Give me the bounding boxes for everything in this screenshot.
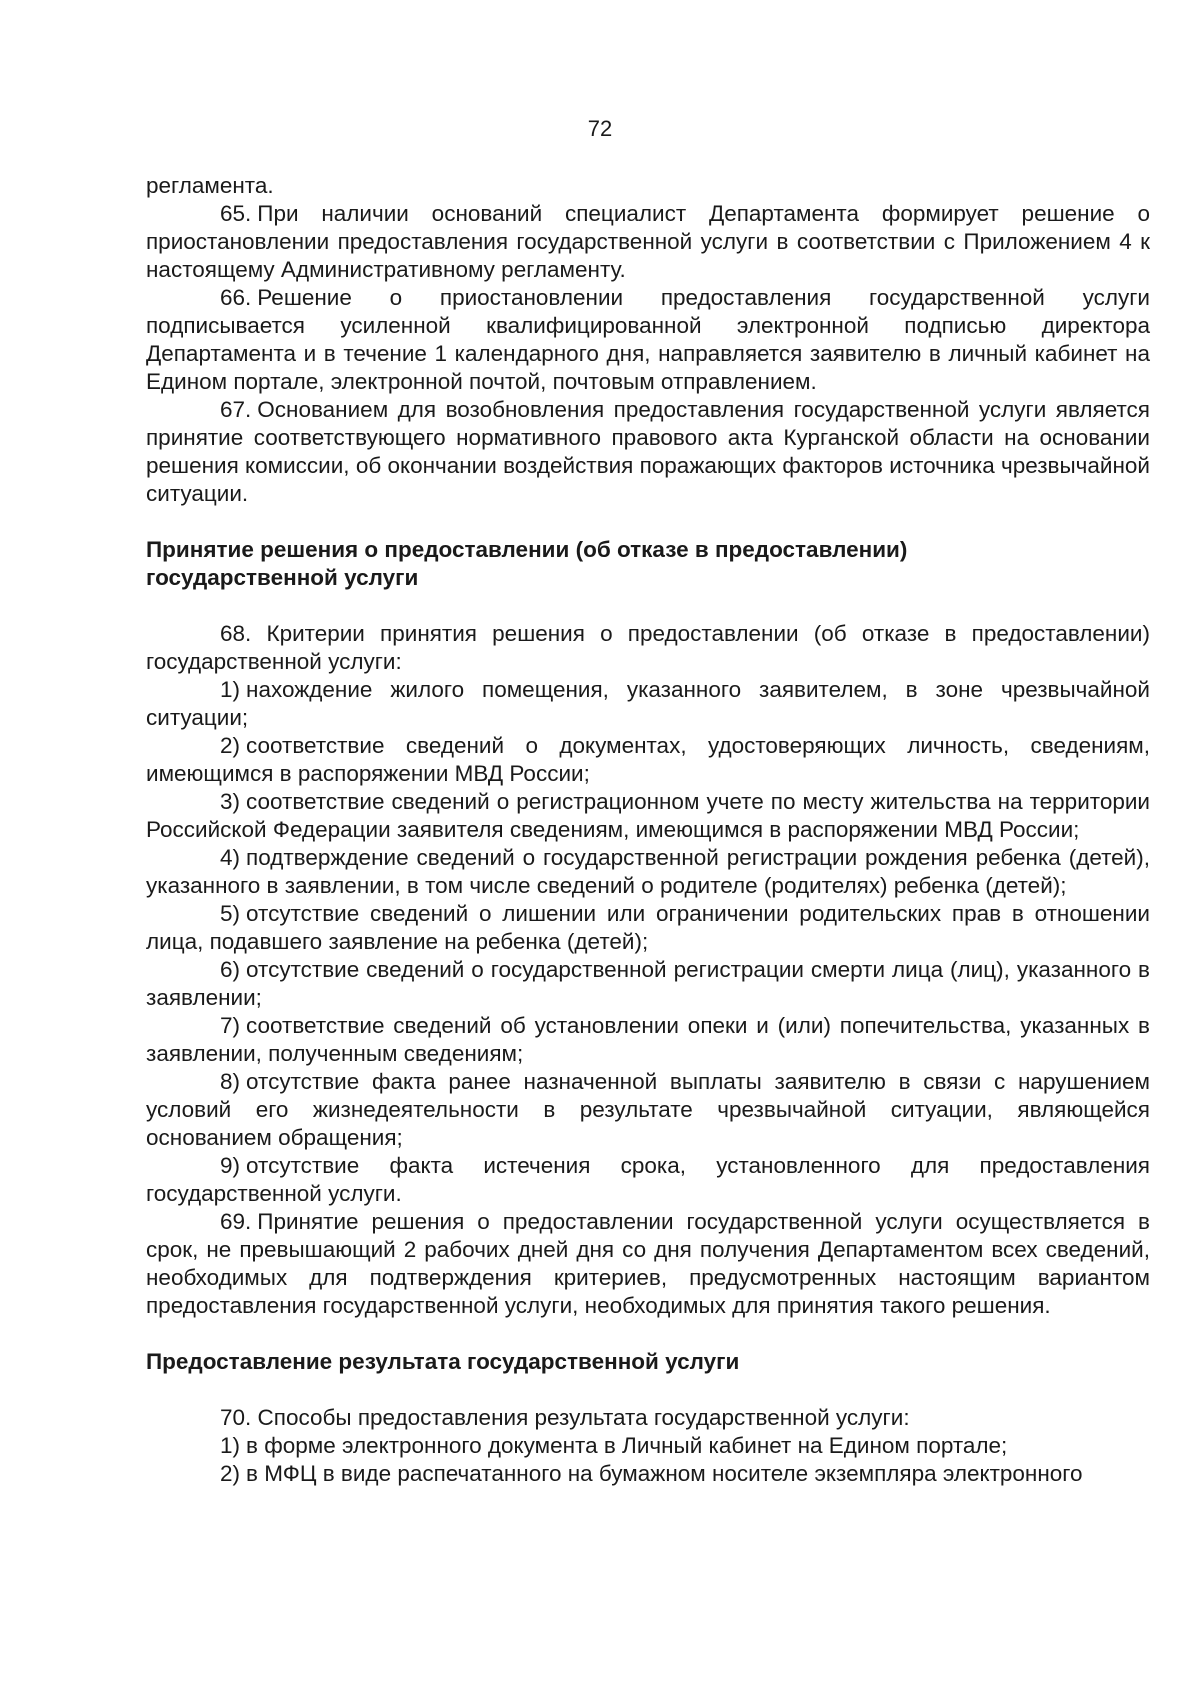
- list-item-criteria-1: 1) нахождение жилого помещения, указанного заявителем, в зоне чрезвычайной ситуации;: [146, 677, 1150, 730]
- list-item-criteria-7: 7) соответствие сведений об установлении опеки и (или) попечительства, указанных в заявлении, полученным сведениям;: [146, 1013, 1150, 1066]
- list-item-criteria-3: 3) соответствие сведений о регистрационном учете по месту жительства на территории Российской Федерации заявителя сведениям, имеющимся в распоряжении МВД России;: [146, 789, 1150, 842]
- section-heading-result: Предоставление результата государственной услуги: [146, 1349, 740, 1374]
- paragraph-67: 67. Основанием для возобновления предоставления государственной услуги является принятие соответствующего нормативного правового акта Курганской области на основании решения комиссии, об окончании воздействия поражающих факторов источника чрезвычайной ситуации.: [146, 397, 1150, 506]
- paragraph-66: 66. Решение о приостановлении предоставления государственной услуги подписывается усиленной квалифицированной электронной подписью директора Департамента и в течение 1 календарного дня, направляется заявителю в личный кабинет на Едином портале, электронной почтой, почтовым отправлением.: [146, 285, 1150, 394]
- list-item-criteria-2: 2) соответствие сведений о документах, удостоверяющих личность, сведениям, имеющимся в распоряжении МВД России;: [146, 733, 1150, 786]
- paragraph-70: 70. Способы предоставления результата государственной услуги:: [220, 1405, 910, 1430]
- section-heading-decision: Принятие решения о предоставлении (об отказе в предоставлении) государственной услуги: [146, 537, 908, 590]
- paragraph-continuation: регламента.: [146, 173, 274, 198]
- list-item-criteria-5: 5) отсутствие сведений о лишении или ограничении родительских прав в отношении лица, подавшего заявление на ребенка (детей);: [146, 901, 1150, 954]
- list-item-criteria-8: 8) отсутствие факта ранее назначенной выплаты заявителю в связи с нарушением условий его жизнедеятельности в результате чрезвычайной ситуации, являющейся основанием обращения;: [146, 1069, 1150, 1150]
- document-body: [146, 172, 1150, 1488]
- list-item-method-1: 1) в форме электронного документа в Личный кабинет на Едином портале;: [220, 1433, 1008, 1458]
- page-number: 72: [587, 116, 613, 141]
- list-item-criteria-9: 9) отсутствие факта истечения срока, установленного для предоставления государственной услуги.: [146, 1153, 1150, 1206]
- paragraph-65: 65. При наличии оснований специалист Департамента формирует решение о приостановлении предоставления государственной услуги в соответствии с Приложением 4 к настоящему Административному регламенту.: [146, 201, 1150, 282]
- list-item-criteria-6: 6) отсутствие сведений о государственной регистрации смерти лица (лиц), указанного в заявлении;: [146, 957, 1150, 1010]
- list-item-method-2: 2) в МФЦ в виде распечатанного на бумажном носителе экземпляра электронного: [220, 1461, 1083, 1486]
- list-item-criteria-4: 4) подтверждение сведений о государственной регистрации рождения ребенка (детей), указанного в заявлении, в том числе сведений о родителе (родителях) ребенка (детей);: [146, 845, 1150, 898]
- paragraph-68: 68. Критерии принятия решения о предоставлении (об отказе в предоставлении) государственной услуги:: [146, 621, 1150, 674]
- paragraph-69: 69. Принятие решения о предоставлении государственной услуги осуществляется в срок, не превышающий 2 рабочих дней дня со дня получения Департаментом всех сведений, необходимых для подтверждения критериев, предусмотренных настоящим вариантом предоставления государственной услуги, необходимых для принятия такого решения.: [146, 1209, 1150, 1318]
